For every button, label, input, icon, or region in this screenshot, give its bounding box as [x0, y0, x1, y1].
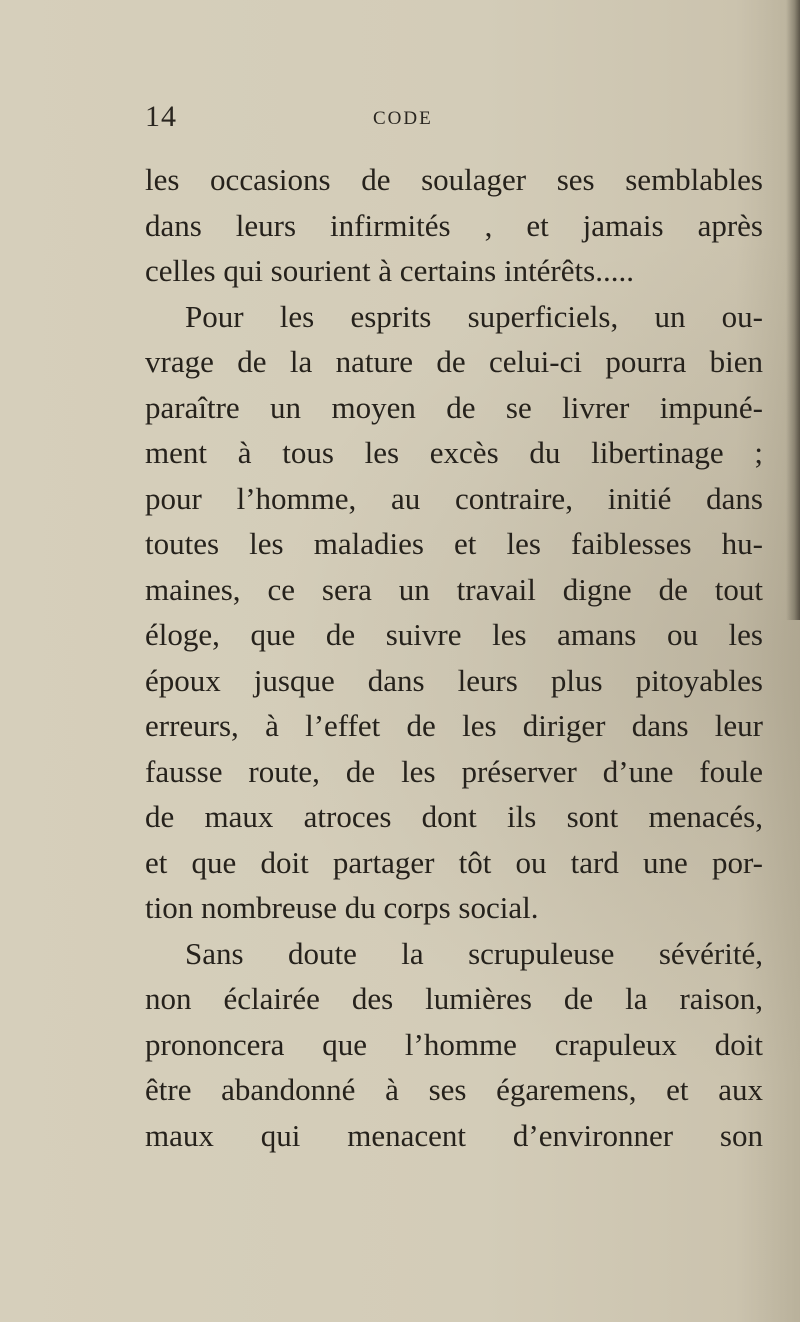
body-text [145, 157, 763, 1158]
text-line: toutes les maladies et les faiblesses hu- [145, 526, 763, 561]
text-line: prononcera que l’homme crapuleux doit [145, 1026, 763, 1062]
text-line: ment à tous les excès du libertinage ; [145, 435, 763, 470]
text-line: Pour les esprits superficiels, un ou- [185, 298, 763, 334]
text-line: dans leurs infirmités , et jamais après [145, 207, 763, 243]
text-line: vrage de la nature de celui-ci pourra bien [145, 344, 763, 379]
text-line: fausse route, de les préserver d’une foule [145, 753, 763, 789]
page-number: 14 [145, 100, 177, 133]
text-line: de maux atroces dont ils sont menacés, [145, 799, 763, 834]
running-head: CODE [373, 108, 433, 129]
text-line: tion nombreuse du corps social. [145, 890, 539, 925]
text-line: pour l’homme, au contraire, initié dans [145, 480, 763, 516]
text-line: celles qui sourient à certains intérêts..... [145, 253, 634, 288]
text-line: erreurs, à l’effet de les diriger dans leur [145, 708, 763, 743]
text-line: maux qui menacent d’environner son [145, 1117, 763, 1153]
text-line: Sans doute la scrupuleuse sévérité, [185, 935, 763, 971]
text-line: époux jusque dans leurs plus pitoyables [145, 662, 763, 698]
text-line: maines, ce sera un travail digne de tout [145, 571, 763, 607]
page-header [145, 100, 765, 140]
text-line: les occasions de soulager ses semblables [145, 162, 763, 197]
text-line: être abandonné à ses égaremens, et aux [145, 1072, 763, 1107]
text-line: et que doit partager tôt ou tard une por- [145, 844, 763, 880]
text-line: éloge, que de suivre les amans ou les [145, 617, 763, 652]
page-edge-shadow [786, 0, 800, 620]
text-line: paraître un moyen de se livrer impuné- [145, 389, 763, 425]
text-line: non éclairée des lumières de la raison, [145, 981, 763, 1016]
